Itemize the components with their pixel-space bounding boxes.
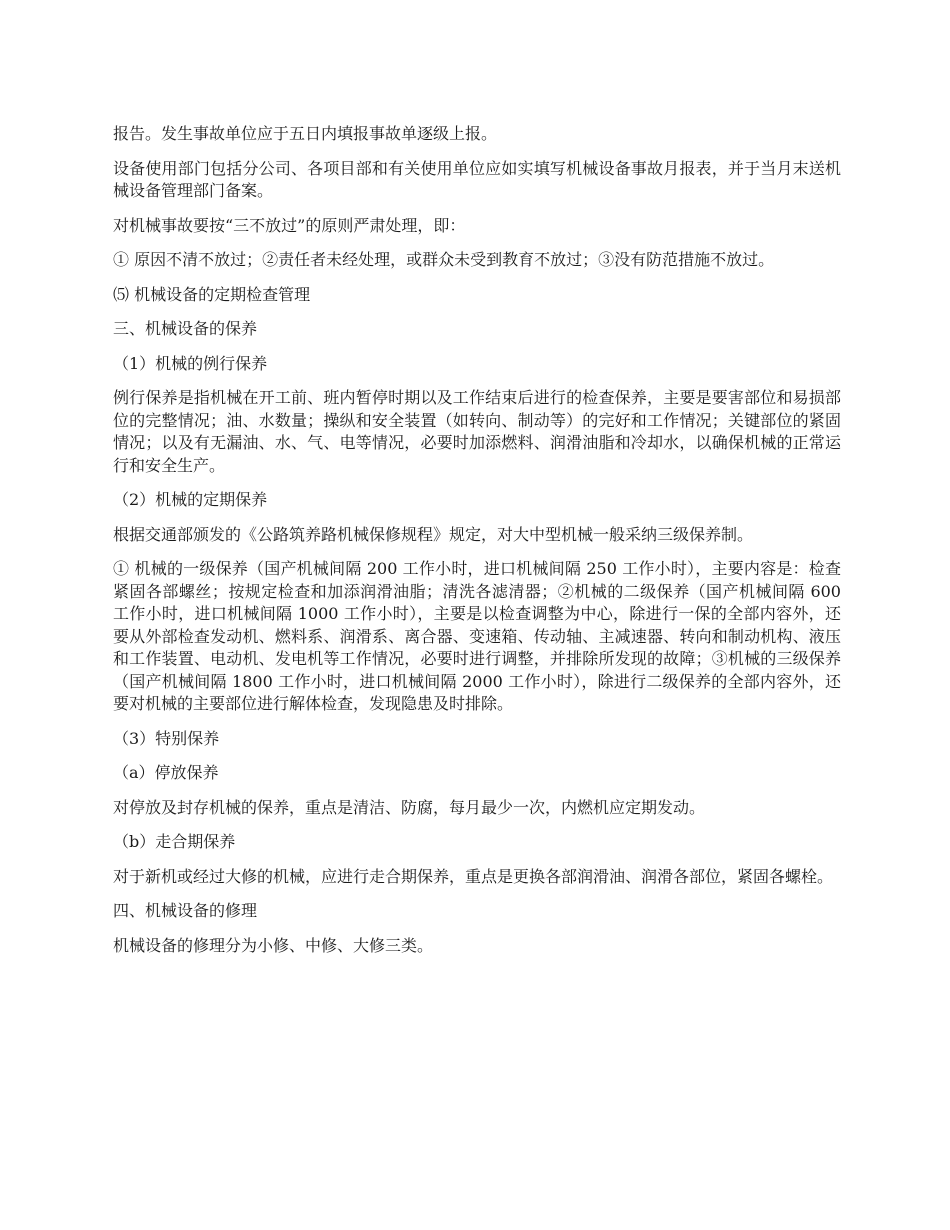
heading-section-maintenance: 三、机械设备的保养 bbox=[113, 319, 258, 338]
document-page bbox=[113, 123, 841, 969]
paragraph-maintenance-levels: ① 机械的一级保养（国产机械间隔 200 工作小时，进口机械间隔 250 工作小时），主要内容是：检查紧固各部螺丝；按规定检查和加添润滑油脂；清洗各滤清器；②机械的二级保养（国产机械间隔 600 工作小时，进口机械间隔 1000 工作小时），主要是以检查调整为中心，除进行一保的全部内容外，还要从外部检查发动机、燃料系、润滑系、离合器、变速箱、传动轴、主减速器、转向和制动机构、液压和工作装置、电动机、发电机等工作情况，必要时进行调整，并排除所发现的故障；③机械的三级保养（国产机械间隔 1800 工作小时，进口机械间隔 2000 工作小时），除进行二级保养的全部内容外，还要对机械的主要部位进行解体检查，发现隐患及时排除。 bbox=[113, 559, 841, 713]
paragraph-parking-maintenance: 对停放及封存机械的保养，重点是清洁、防腐，每月最少一次，内燃机应定期发动。 bbox=[113, 797, 706, 817]
paragraph-three-principles: 对机械事故要按“三不放过”的原则严肃处理，即： bbox=[113, 215, 466, 235]
paragraph-repair-types: 机械设备的修理分为小修、中修、大修三类。 bbox=[113, 935, 434, 955]
heading-running-in-maintenance: （b）走合期保养 bbox=[113, 832, 236, 851]
paragraph-running-in-maintenance: 对于新机或经过大修的机械，应进行走合期保养，重点是更换各部润滑油、润滑各部位，紧固各螺栓。 bbox=[113, 866, 834, 886]
heading-periodic-inspection: ⑸ 机械设备的定期检查管理 bbox=[113, 284, 311, 304]
heading-periodic-maintenance: （2）机械的定期保养 bbox=[113, 490, 268, 509]
paragraph-routine-maintenance: 例行保养是指机械在开工前、班内暂停时期以及工作结束后进行的检查保养，主要是要害部位和易损部位的完整情况；油、水数量；操纵和安全装置（如转向、制动等）的完好和工作情况；关键部位的紧固情况；以及有无漏油、水、气、电等情况，必要时加添燃料、润滑油脂和冷却水，以确保机械的正常运行和安全生产。 bbox=[113, 388, 841, 475]
heading-parking-maintenance: （a）停放保养 bbox=[113, 763, 219, 782]
paragraph-monthly-report: 设备使用部门包括分公司、各项目部和有关使用单位应如实填写机械设备事故月报表，并于当月末送机械设备管理部门备案。 bbox=[113, 158, 841, 200]
heading-special-maintenance: （3）特别保养 bbox=[113, 728, 220, 748]
paragraph-principles-list: ① 原因不清不放过；②责任者未经处理，或群众未受到教育不放过；③没有防范措施不放过。 bbox=[113, 250, 775, 269]
heading-routine-maintenance: （1）机械的例行保养 bbox=[113, 353, 268, 373]
heading-section-repair: 四、机械设备的修理 bbox=[113, 901, 258, 920]
paragraph-accident-report: 报告。发生事故单位应于五日内填报事故单逐级上报。 bbox=[113, 124, 498, 143]
paragraph-maintenance-regulation: 根据交通部颁发的《公路筑养路机械保修规程》规定，对大中型机械一般采纳三级保养制。 bbox=[113, 524, 754, 544]
